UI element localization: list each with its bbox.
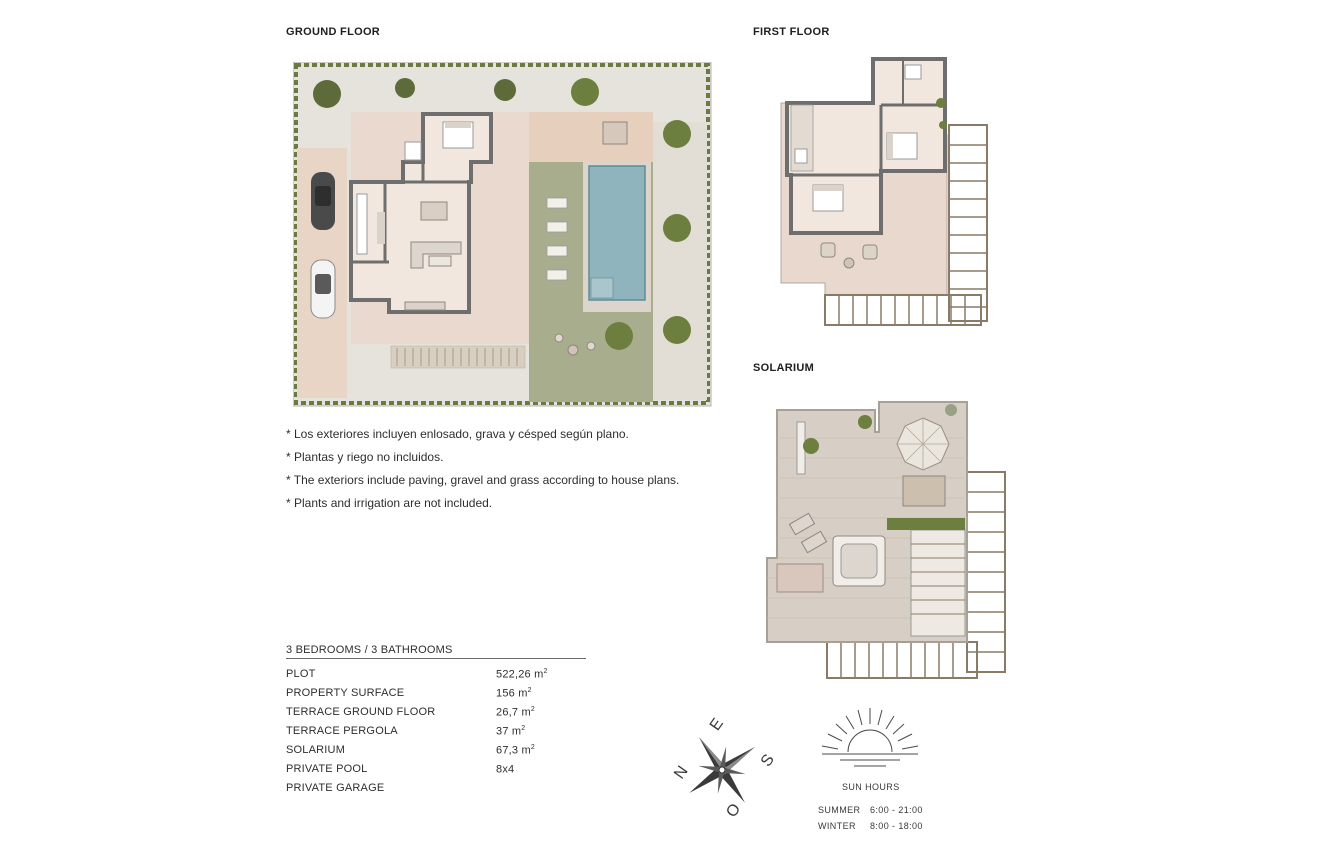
winter-label: WINTER (818, 821, 856, 831)
first-floor-plan (777, 55, 1007, 330)
spec-row (286, 668, 586, 684)
spec-value (496, 668, 548, 681)
summer-label: SUMMER (818, 805, 861, 815)
spec-row (286, 744, 586, 760)
spec-row (286, 782, 586, 798)
spec-label: PRIVATE GARAGE (286, 782, 385, 794)
spec-value (496, 706, 535, 719)
spec-row (286, 763, 586, 779)
sun-icon (818, 704, 922, 774)
spec-value-text: 67,3 m (496, 744, 531, 757)
solarium-heading: SOLARIUM (753, 362, 815, 374)
ground-floor-heading: GROUND FLOOR (286, 26, 381, 38)
note-4: * Plants and irrigation are not included. (286, 496, 493, 510)
spec-value-text: 8x4 (496, 763, 515, 776)
compass-e-label: E (706, 715, 727, 734)
ground-floor-plan (293, 62, 713, 408)
note-3: * The exteriors include paving, gravel and grass according to house plans. (286, 473, 680, 487)
spec-value-unit-sup: 2 (527, 687, 532, 694)
summer-hours: 6:00 - 21:00 (870, 805, 923, 815)
spec-value-text: 37 m (496, 725, 522, 738)
spec-row (286, 687, 586, 703)
note-2: * Plantas y riego no incluidos. (286, 450, 444, 464)
spec-row (286, 725, 586, 741)
spec-value (496, 687, 532, 700)
planter-hedge (887, 518, 965, 530)
spec-value-text: 156 m (496, 687, 528, 700)
spec-label: PLOT (286, 668, 316, 680)
spec-value-text: 26,7 m (496, 706, 531, 719)
dining-terrace (529, 112, 653, 168)
spec-label: TERRACE GROUND FLOOR (286, 706, 436, 718)
spec-value-text: 522,26 m (496, 668, 544, 681)
specs-title: 3 BEDROOMS / 3 BATHROOMS (286, 644, 453, 656)
compass-s-label: S (757, 751, 778, 770)
specs-divider (286, 658, 586, 659)
spec-value-unit-sup: 2 (543, 668, 548, 675)
note-1: * Los exteriores incluyen enlosado, grava y césped según plano. (286, 427, 629, 441)
winter-hours: 8:00 - 18:00 (870, 821, 923, 831)
spec-label: PROPERTY SURFACE (286, 687, 405, 699)
compass-o-label: O (723, 800, 745, 821)
specs-rows (286, 668, 586, 798)
sun-hours-title: SUN HOURS (842, 782, 900, 792)
spec-value-unit-sup: 2 (521, 725, 526, 732)
spec-label: SOLARIUM (286, 744, 346, 756)
first-floor-heading: FIRST FLOOR (753, 26, 830, 38)
spec-row (286, 706, 586, 722)
spec-value (496, 763, 514, 776)
spec-label: PRIVATE POOL (286, 763, 368, 775)
spec-value-unit-sup: 2 (530, 744, 535, 751)
spec-value (496, 725, 525, 738)
spec-value (496, 744, 535, 757)
compass-n-label: N (671, 763, 692, 783)
spec-label: TERRACE PERGOLA (286, 725, 398, 737)
specs-table (286, 644, 588, 799)
spec-value-unit-sup: 2 (530, 706, 535, 713)
solarium-plan (763, 398, 1013, 688)
